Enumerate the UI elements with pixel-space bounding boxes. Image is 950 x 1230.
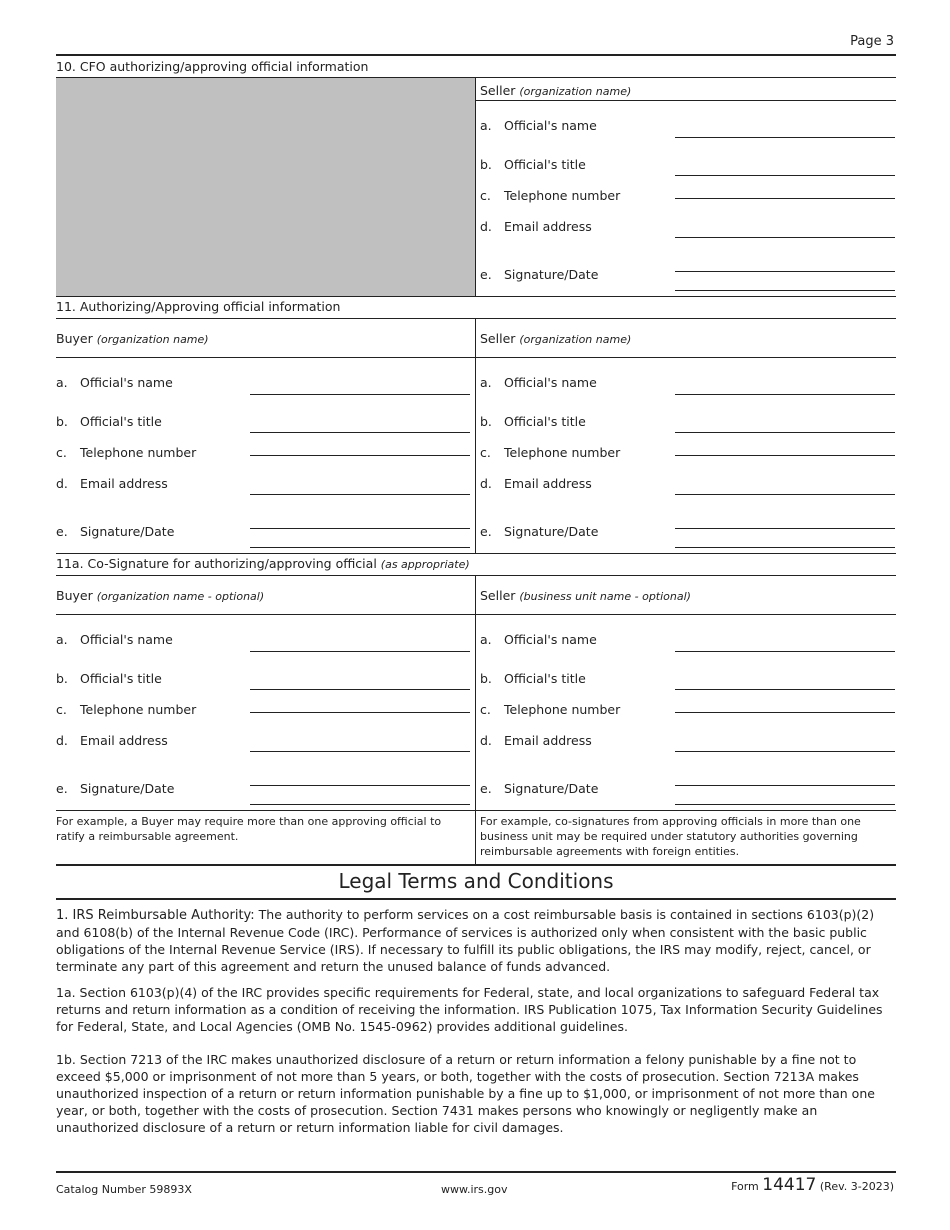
- page-label: Page 3: [850, 34, 894, 49]
- field-label: a. Official's name: [480, 632, 597, 647]
- legal-paragraph-1a: 1a. Section 6103(p)(4) of the IRC provides specific requirements for Federal, state, and local organizations to safeguard Federal tax returns and return information as a condition of receiving the information. IRS Publication 1075, Tax Information Security Guidelines for Federal, State, and Local Agencies (OMB No. 1545-0962) provides additional guidelines.: [56, 985, 883, 1034]
- entry-line[interactable]: [675, 689, 895, 690]
- section-10-title: 10. CFO authorizing/approving official information: [56, 59, 369, 74]
- field-label: e. Signature/Date: [56, 524, 175, 539]
- entry-line[interactable]: [250, 689, 470, 690]
- buyer-note: For example, a Buyer may require more than one approving official to ratify a reimbursable agreement.: [56, 815, 442, 843]
- entry-line[interactable]: [675, 394, 895, 395]
- entry-line[interactable]: [675, 237, 895, 238]
- field-label: c. Telephone number: [56, 445, 197, 460]
- entry-line[interactable]: [675, 271, 895, 272]
- field-label: a. Official's name: [56, 375, 173, 390]
- entry-line[interactable]: [675, 651, 895, 652]
- entry-line[interactable]: [250, 547, 470, 548]
- form-id: Form 14417 (Rev. 3-2023): [731, 1175, 894, 1195]
- website-link[interactable]: www.irs.gov: [441, 1183, 508, 1196]
- section-11a-title: 11a. Co-Signature for authorizing/approving official (as appropriate): [56, 556, 470, 571]
- entry-line[interactable]: [675, 137, 895, 138]
- entry-line[interactable]: [250, 785, 470, 786]
- section-10-seller-header: Seller (organization name): [480, 83, 632, 98]
- entry-line[interactable]: [250, 651, 470, 652]
- entry-line[interactable]: [675, 751, 895, 752]
- legal-paragraph-1: 1. IRS Reimbursable Authority: The authority to perform services on a cost reimbursable basis is contained in sections 6103(p)(2) and 6108(b) of the Internal Revenue Code (IRC). Performance of services is authorized only when consistent with the basic public obligations of the Internal Revenue Service (IRS). If necessary to fulfill its public obligations, the IRS may modify, reject, cancel, or terminate any part of this agreement and return the unused balance of funds advanced.: [56, 907, 875, 974]
- catalog-number: Catalog Number 59893X: [56, 1183, 192, 1196]
- entry-line[interactable]: [250, 394, 470, 395]
- section-11-title: 11. Authorizing/Approving official information: [56, 299, 341, 314]
- entry-line[interactable]: [675, 712, 895, 713]
- field-label: e. Signature/Date: [480, 781, 599, 796]
- section-11a-seller-header: Seller (business unit name - optional): [480, 588, 691, 603]
- field-label: a. Official's name: [56, 632, 173, 647]
- entry-line[interactable]: [250, 528, 470, 529]
- entry-line[interactable]: [675, 198, 895, 199]
- section-11a-buyer-header: Buyer (organization name - optional): [56, 588, 265, 603]
- section-11-buyer-header: Buyer (organization name): [56, 331, 209, 346]
- entry-line[interactable]: [675, 494, 895, 495]
- shaded-area: [56, 78, 475, 296]
- entry-line[interactable]: [250, 712, 470, 713]
- field-label: b. Official's title: [480, 157, 586, 172]
- field-label: d. Email address: [56, 476, 168, 491]
- entry-line[interactable]: [675, 785, 895, 786]
- field-label: c. Telephone number: [56, 702, 197, 717]
- field-label: b. Official's title: [56, 671, 162, 686]
- entry-line[interactable]: [250, 751, 470, 752]
- field-label: c. Telephone number: [480, 188, 621, 203]
- entry-line[interactable]: [675, 528, 895, 529]
- entry-line[interactable]: [675, 455, 895, 456]
- entry-line[interactable]: [675, 804, 895, 805]
- field-label: b. Official's title: [56, 414, 162, 429]
- field-label: c. Telephone number: [480, 445, 621, 460]
- field-label: e. Signature/Date: [480, 267, 599, 282]
- field-label: a. Official's name: [480, 118, 597, 133]
- entry-line[interactable]: [250, 494, 470, 495]
- field-label: a. Official's name: [480, 375, 597, 390]
- entry-line[interactable]: [675, 290, 895, 291]
- field-label: d. Email address: [480, 733, 592, 748]
- entry-line[interactable]: [675, 175, 895, 176]
- entry-line[interactable]: [675, 547, 895, 548]
- field-label: d. Email address: [480, 476, 592, 491]
- section-11-seller-header: Seller (organization name): [480, 331, 632, 346]
- legal-paragraph-1b: 1b. Section 7213 of the IRC makes unauthorized disclosure of a return or return information a felony punishable by a fine not to exceed $5,000 or imprisonment of not more than 5 years, or both, together with the costs of prosecution. Section 7213A makes unauthorized inspection of a return or return information punishable by a fine up to $1,000, or imprisonment of not more than one year, or both, together with the costs of prosecution. Section 7431 makes persons who knowingly or negligently make an unauthorized disclosure of a return or return information liable for civil damages.: [56, 1052, 875, 1135]
- top-rule: [56, 54, 896, 56]
- legal-title: Legal Terms and Conditions: [338, 869, 614, 893]
- entry-line[interactable]: [675, 432, 895, 433]
- field-label: d. Email address: [56, 733, 168, 748]
- entry-line[interactable]: [250, 455, 470, 456]
- entry-line[interactable]: [250, 432, 470, 433]
- field-label: e. Signature/Date: [56, 781, 175, 796]
- field-label: b. Official's title: [480, 671, 586, 686]
- field-label: b. Official's title: [480, 414, 586, 429]
- field-label: e. Signature/Date: [480, 524, 599, 539]
- field-label: c. Telephone number: [480, 702, 621, 717]
- seller-note: For example, co-signatures from approving officials in more than one business unit may be required under statutory authorities governing reimbursable agreements with foreign entities.: [480, 815, 861, 858]
- entry-line[interactable]: [250, 804, 470, 805]
- field-label: d. Email address: [480, 219, 592, 234]
